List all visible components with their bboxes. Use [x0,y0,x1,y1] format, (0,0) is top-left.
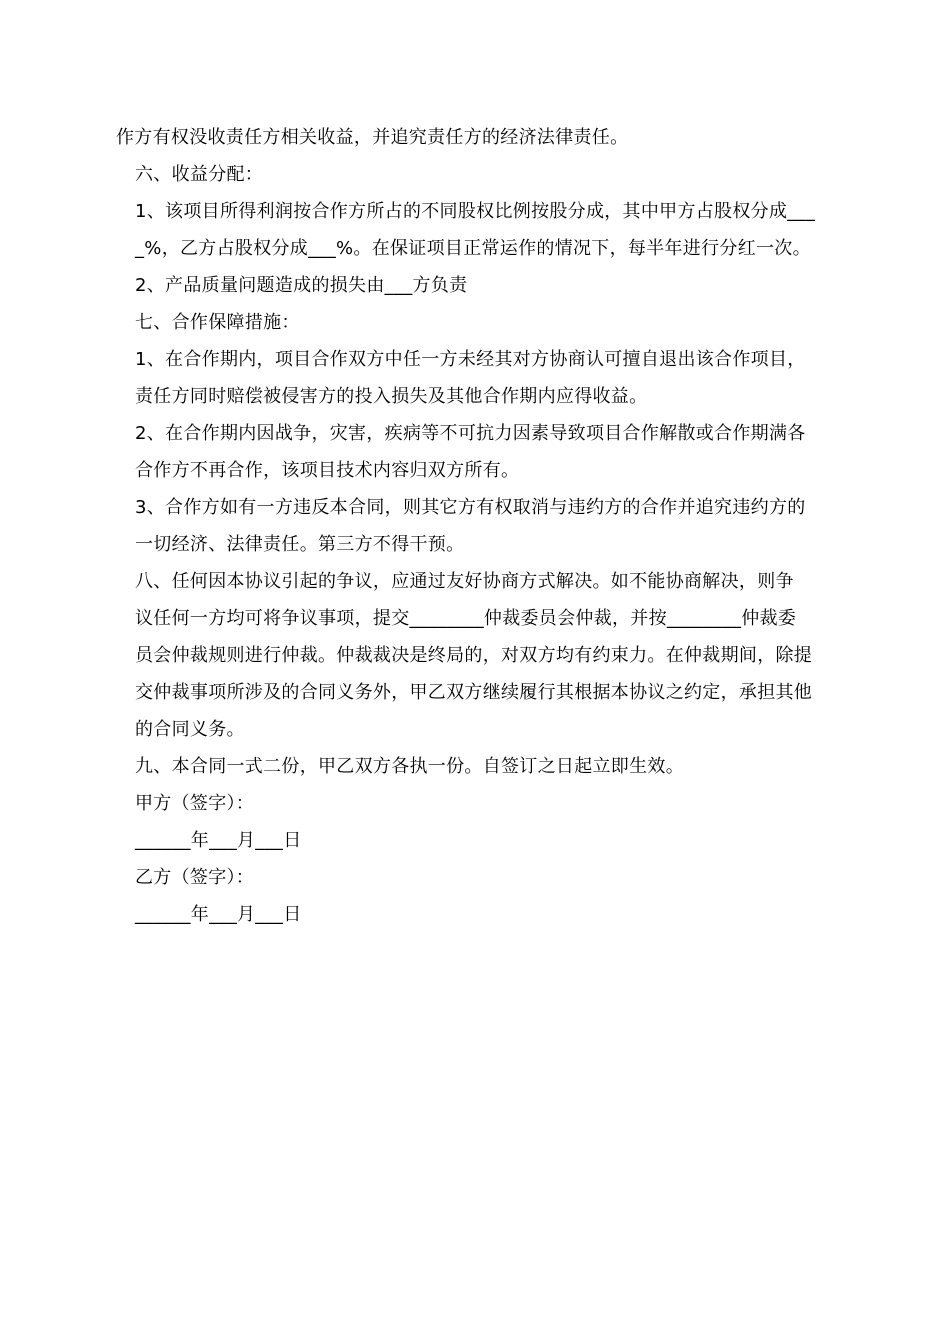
text-line: 1、该项目所得利润按合作方所占的不同股权比例按股分成，其中甲方占股权分成___ [135,201,816,222]
section-dispute-arbitration [116,563,836,748]
text-line: 乙方（签字）： [135,867,255,888]
text-line: _%，乙方占股权分成___%。在保证项目正常运作的情况下，每半年进行分红一次。 [135,238,811,259]
paragraph-equity-shares [116,193,836,267]
section-copies-effective [116,748,836,785]
signature-party-b-label [116,859,836,896]
section-heading-safeguards [116,304,836,341]
text-line: 2、产品质量问题造成的损失由___方负责 [135,275,468,296]
text-line: 九、本合同一式二份，甲乙双方各执一份。自签订之日起立即生效。 [135,756,684,777]
paragraph-quality-loss [116,267,836,304]
signature-party-a-date [116,822,836,859]
paragraph-unauthorized-exit [116,341,836,415]
text-line: 交仲裁事项所涉及的合同义务外，甲乙双方继续履行其根据本协议之约定，承担其他 [135,682,813,703]
text-line: 七、合作保障措施： [135,312,300,333]
signature-party-b-date [116,896,836,933]
text-line: 3、合作方如有一方违反本合同，则其它方有权取消与违约方的合作并追究违约方的 [135,497,806,518]
section-heading-profit-distribution [116,156,836,193]
text-line: ______年___月___日 [135,904,302,925]
text-line: 的合同义务。 [135,719,245,740]
text-line: 作方有权没收责任方相关收益，并追究责任方的经济法律责任。 [116,127,629,148]
paragraph-breach-of-contract [116,489,836,563]
text-line: 八、任何因本协议引起的争议，应通过友好协商方式解决。如不能协商解决，则争 [135,571,794,592]
paragraph-liability-continuation [116,119,836,156]
text-line: 六、收益分配： [135,164,264,185]
text-line: 1、在合作期内，项目合作双方中任一方未经其对方协商认可擅自退出该合作项目， [135,349,806,370]
text-line: 责任方同时赔偿被侵害方的投入损失及其他合作期内应得收益。 [135,386,648,407]
text-line: 2、在合作期内因战争，灾害，疾病等不可抗力因素导致项目合作解散或合作期满各 [135,423,806,444]
text-line: 员会仲裁规则进行仲裁。仲裁裁决是终局的，对双方均有约束力。在仲裁期间，除提 [135,645,813,666]
signature-party-a-label [116,785,836,822]
document-body [116,119,836,933]
text-line: 一切经济、法律责任。第三方不得干预。 [135,534,465,555]
text-line: ______年___月___日 [135,830,302,851]
text-line: 合作方不再合作，该项目技术内容归双方所有。 [135,460,520,481]
text-line: 议任何一方均可将争议事项，提交________仲裁委员会仲裁，并按________仲裁委 [135,608,797,629]
paragraph-force-majeure [116,415,836,489]
text-line: 甲方（签字）： [135,793,255,814]
